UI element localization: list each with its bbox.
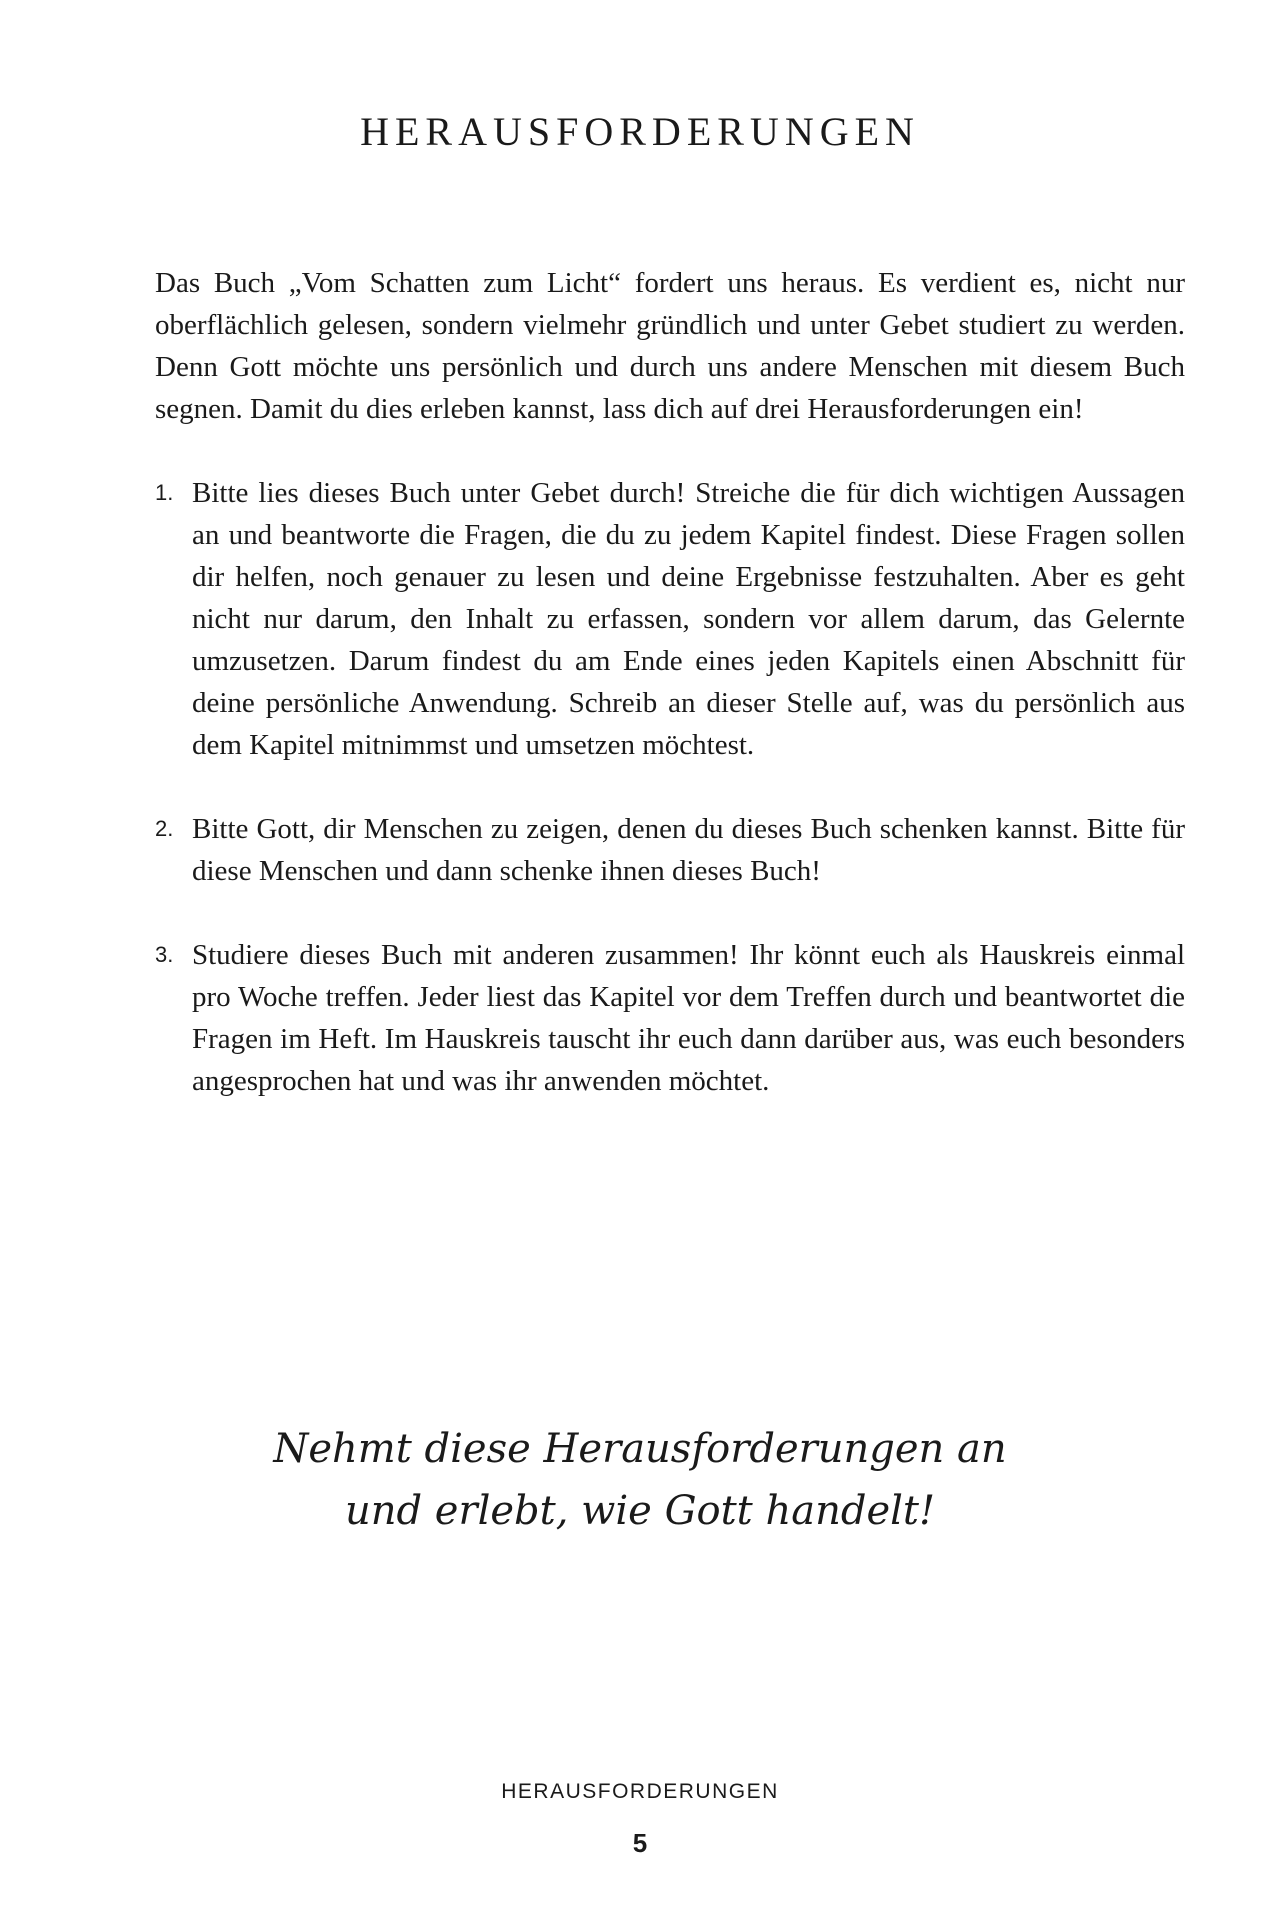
list-item [155,934,1185,1102]
page-title: HERAUSFORDERUNGEN [360,109,920,154]
list-item [155,472,1185,766]
list-item-text: Bitte Gott, dir Menschen zu zeigen, denen du dieses Buch schenken kannst. Bitte für diese Menschen und dann schenke ihnen dieses Buch! [192,813,1185,887]
list-item-number: 3. [155,942,174,967]
list-item-number: 2. [155,816,174,841]
running-footer: HERAUSFORDERUNGEN [501,1780,779,1803]
list-item-number: 1. [155,480,174,505]
page-number: 5 [632,1828,648,1858]
handwritten-quote [0,1418,1280,1542]
challenge-list [155,472,1185,1102]
intro-paragraph: Das Buch „Vom Schatten zum Licht“ fordert uns heraus. Es verdient es, nicht nur oberflächlich gelesen, sondern vielmehr gründlich und unter Gebet studiert zu werden. Denn Gott möchte uns persönlich und durch uns andere Menschen mit diesem Buch segnen. Damit du dies erleben kannst, lass dich auf drei Herausforderungen ein! [155,267,1185,425]
list-item-text: Bitte lies dieses Buch unter Gebet durch! Streiche die für dich wichtigen Aussagen an und beantworte die Fragen, die du zu jedem Kapitel findest. Diese Fragen sollen dir helfen, noch genauer zu lesen und deine Ergebnisse festzuhalten. Aber es geht nicht nur darum, den Inhalt zu erfassen, sondern vor allem darum, das Gelernte umzusetzen. Darum findest du am Ende eines jeden Kapitels einen Abschnitt für deine persönliche Anwendung. Schreib an dieser Stelle auf, was du persönlich aus dem Kapitel mitnimmst und umsetzen möchtest. [192,477,1185,761]
list-item [155,808,1185,892]
quote-line-2: und erlebt, wie Gott handelt! [344,1488,936,1534]
body-text [155,262,1185,1144]
list-item-text: Studiere dieses Buch mit anderen zusammen! Ihr könnt euch als Hauskreis einmal pro Woche treffen. Jeder liest das Kapitel vor dem Treffen durch und beantwortet die Fragen im Heft. Im Hauskreis tauscht ihr euch dann darüber aus, was euch besonders angesprochen hat und was ihr anwenden möchtet. [192,939,1185,1097]
quote-line-1: Nehmt diese Herausforderungen an [273,1426,1007,1472]
